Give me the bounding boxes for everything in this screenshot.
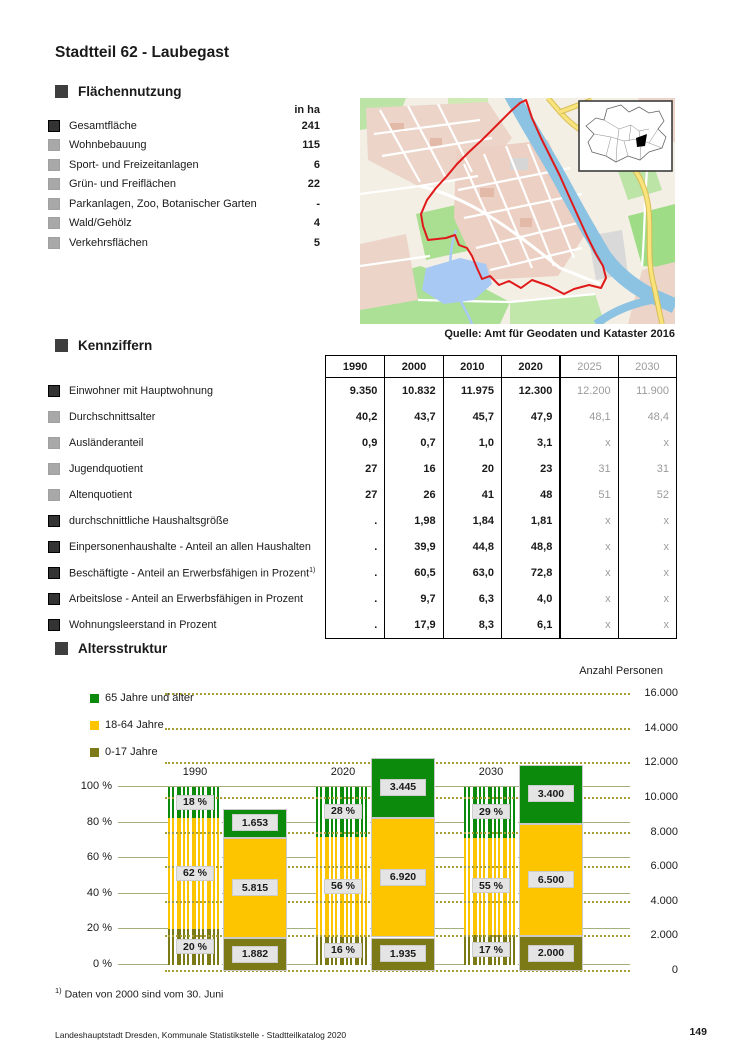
key-figure-row-label bbox=[48, 560, 320, 586]
percent-axis-tick-label: 20 % bbox=[86, 922, 112, 935]
value-cell: 17,9 bbox=[384, 612, 442, 638]
value-cell: 40,2 bbox=[355, 411, 378, 423]
value-cell: 31 bbox=[559, 456, 617, 482]
value-cell: 41 bbox=[443, 482, 501, 508]
land-use-label: Verkehrsflächen bbox=[69, 236, 148, 249]
value-cell: x bbox=[559, 586, 617, 612]
row-square-icon bbox=[48, 515, 60, 527]
land-use-value: - bbox=[316, 197, 320, 210]
row-square-icon bbox=[48, 411, 60, 423]
row-label-text: Durchschnittsalter bbox=[69, 411, 156, 423]
land-use-value: 4 bbox=[313, 217, 320, 230]
key-figure-row-label bbox=[48, 404, 320, 430]
percent-axis-tick-label: 60 % bbox=[86, 851, 112, 864]
section-title-land-use: Flächennutzung bbox=[78, 84, 182, 99]
percent-label: 29 % bbox=[472, 804, 510, 819]
key-figures-table bbox=[325, 355, 677, 639]
value-cell: . bbox=[374, 515, 378, 527]
percent-label: 28 % bbox=[324, 804, 362, 819]
percent-label: 20 % bbox=[176, 939, 214, 954]
value-cell: x bbox=[618, 534, 676, 560]
value-cell: 48 bbox=[501, 482, 559, 508]
count-label: 1.935 bbox=[380, 945, 426, 962]
section-square-icon bbox=[55, 85, 68, 98]
value-cell: 6,3 bbox=[443, 586, 501, 612]
map-source-caption: Quelle: Amt für Geodaten und Kataster 2016 bbox=[444, 328, 675, 340]
year-header-cell: 2030 bbox=[618, 356, 676, 378]
count-gridline bbox=[165, 693, 630, 695]
footer-text: Landeshauptstadt Dresden, Kommunale Statistikstelle - Stadtteilkatalog 2020 bbox=[55, 1030, 347, 1040]
row-square-icon bbox=[48, 489, 60, 501]
section-square-icon bbox=[55, 642, 68, 655]
value-cell: x bbox=[618, 508, 676, 534]
count-label: 3.445 bbox=[380, 779, 426, 796]
percent-label: 56 % bbox=[324, 879, 362, 894]
value-cell: 48,8 bbox=[501, 534, 559, 560]
value-cell: x bbox=[559, 508, 617, 534]
key-figure-row-label bbox=[48, 482, 320, 508]
count-axis-tick-label: 12.000 bbox=[644, 756, 678, 769]
percent-label: 17 % bbox=[472, 942, 510, 957]
land-use-label: Gesamtfläche bbox=[69, 119, 137, 132]
land-use-value: 6 bbox=[313, 158, 320, 171]
land-use-row bbox=[48, 136, 320, 156]
land-use-row bbox=[48, 175, 320, 195]
value-cell: 48,4 bbox=[618, 404, 676, 430]
section-square-icon bbox=[55, 339, 68, 352]
section-header-key-figures bbox=[55, 338, 152, 353]
value-cell: x bbox=[559, 534, 617, 560]
value-cell: 12.200 bbox=[559, 378, 617, 404]
value-cell: 3,1 bbox=[501, 430, 559, 456]
percent-label: 18 % bbox=[176, 795, 214, 810]
land-use-row bbox=[48, 194, 320, 214]
category-label: 2030 bbox=[478, 766, 504, 778]
legend-item bbox=[90, 718, 164, 732]
percent-axis-tick-label: 0 % bbox=[93, 958, 112, 970]
row-square-icon bbox=[48, 120, 60, 132]
year-header-cell: 1990 bbox=[326, 356, 384, 378]
land-use-label: Parkanlagen, Zoo, Botanischer Garten bbox=[69, 197, 257, 210]
legend-item bbox=[90, 691, 194, 705]
district-map bbox=[360, 98, 675, 324]
row-square-icon bbox=[48, 385, 60, 397]
row-label-text: Beschäftigte - Anteil an Erwerbsfähigen in Prozent$^{1)}$ bbox=[69, 566, 316, 580]
value-cell: 1,98 bbox=[384, 508, 442, 534]
year-header-cell: 2010 bbox=[443, 356, 501, 378]
value-cell: 72,8 bbox=[501, 560, 559, 586]
row-square-icon bbox=[48, 541, 60, 553]
count-axis-tick-label: 14.000 bbox=[644, 721, 678, 734]
key-figure-row-label bbox=[48, 456, 320, 482]
row-square-icon bbox=[48, 159, 60, 171]
row-square-icon bbox=[48, 139, 60, 151]
value-cell: 11.900 bbox=[618, 378, 676, 404]
row-square-icon bbox=[48, 217, 60, 229]
count-label: 5.815 bbox=[232, 879, 278, 896]
value-cell: x bbox=[559, 612, 617, 638]
count-gridline bbox=[165, 728, 630, 730]
key-figure-row-label bbox=[48, 430, 320, 456]
row-square-icon bbox=[48, 567, 60, 579]
row-label-sup: 1) bbox=[309, 566, 316, 574]
section-header-age-structure bbox=[55, 641, 167, 656]
land-use-row bbox=[48, 155, 320, 175]
row-square-icon bbox=[48, 463, 60, 475]
percent-label: 55 % bbox=[472, 878, 510, 893]
value-cell: 12.300 bbox=[501, 378, 559, 404]
value-cell: 60,5 bbox=[384, 560, 442, 586]
value-cell: 0,9 bbox=[362, 437, 378, 449]
row-label-text: Ausländeranteil bbox=[69, 437, 144, 449]
value-cell: 0,7 bbox=[384, 430, 442, 456]
percent-axis-tick-label: 100 % bbox=[80, 780, 112, 792]
count-axis-tick-label: 0 bbox=[671, 964, 678, 976]
value-cell: 6,1 bbox=[501, 612, 559, 638]
legend-label: 65 Jahre und älter bbox=[105, 692, 194, 704]
value-cell: x bbox=[618, 586, 676, 612]
land-use-list bbox=[48, 116, 320, 253]
footnote-marker: 1) bbox=[55, 986, 62, 995]
value-cell: 1,81 bbox=[501, 508, 559, 534]
section-header-land-use bbox=[55, 84, 182, 99]
value-cell: x bbox=[618, 612, 676, 638]
value-cell: . bbox=[374, 593, 378, 605]
page-title: Stadtteil 62 - Laubegast bbox=[55, 44, 229, 61]
percent-axis-tick-label: 80 % bbox=[86, 815, 112, 828]
key-figures-row-labels bbox=[48, 378, 320, 638]
key-figure-row-label bbox=[48, 612, 320, 638]
section-title-key-figures: Kennziffern bbox=[78, 338, 153, 353]
row-square-icon bbox=[48, 237, 60, 249]
value-cell: 39,9 bbox=[384, 534, 442, 560]
value-cell: x bbox=[559, 430, 617, 456]
value-cell: 1,0 bbox=[443, 430, 501, 456]
value-cell: 48,1 bbox=[559, 404, 617, 430]
row-label-text: Einpersonenhaushalte - Anteil an allen Haushalten bbox=[69, 541, 311, 553]
land-use-label: Sport- und Freizeitanlagen bbox=[69, 158, 199, 171]
key-figure-row-label bbox=[48, 534, 320, 560]
row-label-text: durchschnittliche Haushaltsgröße bbox=[69, 515, 229, 527]
value-cell: 9.350 bbox=[349, 385, 378, 397]
percent-label: 16 % bbox=[324, 943, 362, 958]
value-cell: 52 bbox=[618, 482, 676, 508]
land-use-row bbox=[48, 233, 320, 253]
legend-swatch-icon bbox=[90, 721, 99, 730]
count-axis-tick-label: 2.000 bbox=[650, 929, 678, 942]
value-cell: 43,7 bbox=[384, 404, 442, 430]
land-use-value: 5 bbox=[313, 236, 320, 249]
key-figure-row-label bbox=[48, 508, 320, 534]
count-label: 6.500 bbox=[528, 871, 574, 888]
legend-item bbox=[90, 745, 158, 759]
land-use-unit-label: in ha bbox=[294, 104, 320, 116]
row-label-text: Wohnungsleerstand in Prozent bbox=[69, 619, 217, 631]
count-axis-tick-label: 8.000 bbox=[650, 825, 678, 838]
value-cell: x bbox=[559, 560, 617, 586]
value-cell: . bbox=[374, 541, 378, 553]
value-cell: 31 bbox=[618, 456, 676, 482]
category-label: 2020 bbox=[330, 766, 356, 778]
row-label-text: Einwohner mit Hauptwohnung bbox=[69, 385, 214, 397]
land-use-label: Wald/Gehölz bbox=[69, 217, 132, 230]
year-header-cell: 2000 bbox=[384, 356, 442, 378]
land-use-label: Wohnbebauung bbox=[69, 139, 147, 152]
value-cell: . bbox=[374, 567, 378, 579]
value-cell: 1,84 bbox=[443, 508, 501, 534]
row-label-text: Altenquotient bbox=[69, 489, 133, 501]
row-square-icon bbox=[48, 198, 60, 210]
count-axis-tick-label: 16.000 bbox=[644, 687, 678, 699]
value-cell: 11.975 bbox=[443, 378, 501, 404]
row-square-icon bbox=[48, 619, 60, 631]
value-cell: 44,8 bbox=[443, 534, 501, 560]
value-cell: 51 bbox=[559, 482, 617, 508]
legend-swatch-icon bbox=[90, 694, 99, 703]
value-cell: 45,7 bbox=[443, 404, 501, 430]
percent-axis-tick-label: 40 % bbox=[86, 886, 112, 899]
value-cell: 23 bbox=[501, 456, 559, 482]
year-header-cell: 2020 bbox=[501, 356, 559, 378]
footnote bbox=[55, 986, 223, 1001]
value-cell: x bbox=[618, 560, 676, 586]
key-figure-row-label bbox=[48, 378, 320, 404]
value-cell: . bbox=[374, 619, 378, 631]
footnote-text: Daten von 2000 sind vom 30. Juni bbox=[64, 988, 224, 1001]
count-label: 6.920 bbox=[380, 869, 426, 886]
value-cell: 27 bbox=[365, 489, 378, 501]
section-title-age-structure: Altersstruktur bbox=[78, 641, 168, 656]
value-cell: 63,0 bbox=[443, 560, 501, 586]
land-use-label: Grün- und Freiflächen bbox=[69, 178, 176, 191]
land-use-row bbox=[48, 116, 320, 136]
land-use-row bbox=[48, 214, 320, 234]
value-cell: 47,9 bbox=[501, 404, 559, 430]
value-cell: 26 bbox=[384, 482, 442, 508]
row-square-icon bbox=[48, 593, 60, 605]
right-axis-title: Anzahl Personen bbox=[579, 665, 663, 677]
land-use-value: 115 bbox=[302, 139, 320, 152]
count-label: 1.882 bbox=[232, 946, 278, 963]
page-number: 149 bbox=[689, 1026, 707, 1038]
legend-label: 0-17 Jahre bbox=[105, 746, 158, 758]
value-cell: 10.832 bbox=[384, 378, 442, 404]
value-cell: x bbox=[618, 430, 676, 456]
land-use-value: 22 bbox=[307, 178, 320, 191]
value-cell: 8,3 bbox=[443, 612, 501, 638]
map-image bbox=[360, 98, 675, 324]
percent-label: 62 % bbox=[176, 866, 214, 881]
value-cell: 9,7 bbox=[384, 586, 442, 612]
count-label: 2.000 bbox=[528, 945, 574, 962]
city-inset-map bbox=[579, 101, 672, 171]
row-square-icon bbox=[48, 437, 60, 449]
key-figure-row-label bbox=[48, 586, 320, 612]
row-square-icon bbox=[48, 178, 60, 190]
category-label: 1990 bbox=[182, 766, 208, 778]
count-label: 1.653 bbox=[232, 814, 278, 831]
count-label: 3.400 bbox=[528, 785, 574, 802]
value-cell: 4,0 bbox=[501, 586, 559, 612]
value-cell: 16 bbox=[384, 456, 442, 482]
year-header-cell: 2025 bbox=[559, 356, 617, 378]
count-axis-tick-label: 10.000 bbox=[644, 790, 678, 803]
count-axis-tick-label: 6.000 bbox=[650, 860, 678, 873]
count-axis-tick-label: 4.000 bbox=[650, 894, 678, 907]
value-cell: 20 bbox=[443, 456, 501, 482]
legend-label: 18-64 Jahre bbox=[105, 719, 164, 731]
legend-swatch-icon bbox=[90, 748, 99, 757]
row-label-text: Arbeitslose - Anteil an Erwerbsfähigen in Prozent bbox=[69, 593, 304, 605]
row-label-text: Jugendquotient bbox=[69, 463, 143, 475]
land-use-value: 241 bbox=[301, 119, 320, 132]
value-cell: 27 bbox=[365, 463, 378, 475]
age-structure-chart bbox=[80, 676, 690, 988]
